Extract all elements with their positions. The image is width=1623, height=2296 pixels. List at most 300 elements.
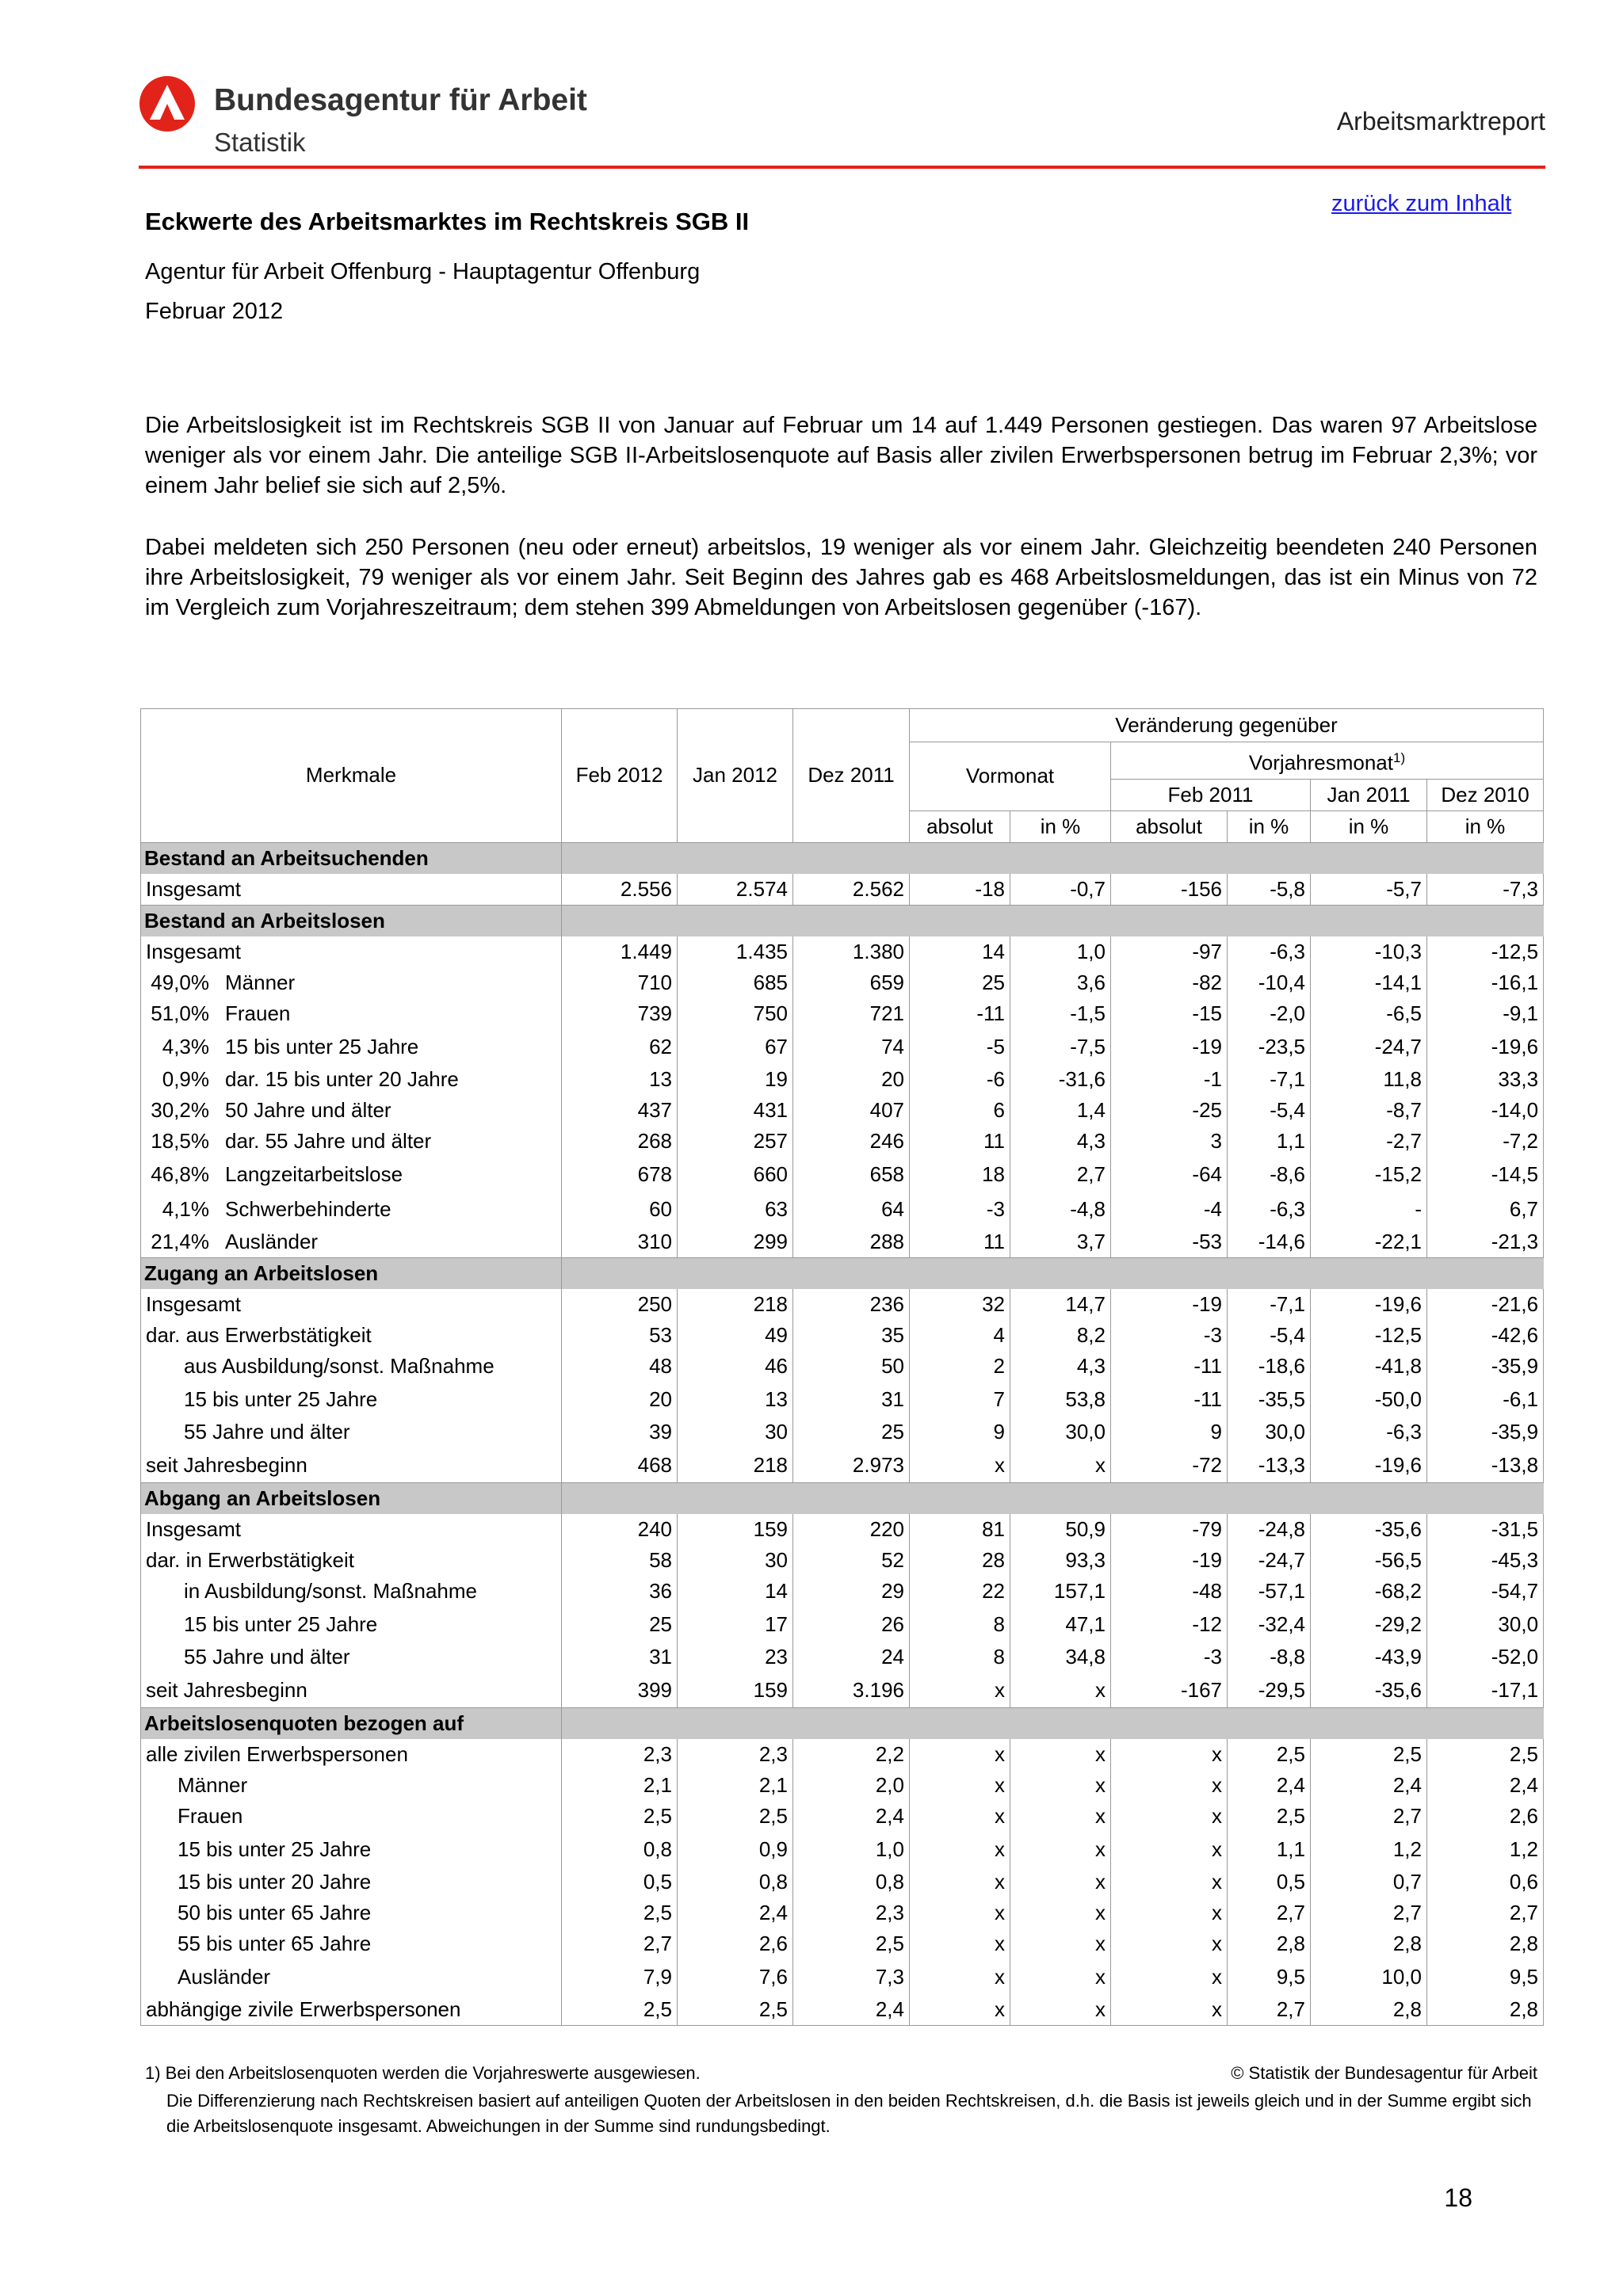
value-cell: 2,8 [1427,1994,1544,2026]
value-cell: 399 [562,1672,678,1708]
row-label-cell [141,1447,562,1483]
value-cell: x [1010,1739,1111,1770]
value-cell: 2,8 [1311,1994,1427,2026]
value-cell: 288 [793,1226,910,1258]
value-cell: 3 [1111,1126,1228,1157]
value-cell: -19 [1111,1289,1228,1320]
table-row [141,1157,1544,1192]
section-blank-cell [1010,905,1111,936]
value-cell: x [1010,1770,1111,1801]
agency-subtitle: Agentur für Arbeit Offenburg - Hauptagentur Offenburg [145,259,701,284]
row-label: Insgesamt [146,1291,241,1316]
table-row [141,1064,1544,1095]
value-cell: 46 [678,1351,793,1382]
section-title: Bestand an Arbeitsuchenden [141,842,562,874]
col-feb2011: Feb 2011 [1111,779,1311,810]
value-cell: 1,0 [793,1832,910,1867]
col-dez2010-pct: in % [1427,810,1544,842]
value-cell: 52 [793,1545,910,1576]
value-cell: -45,3 [1427,1545,1544,1576]
col-merkmale: Merkmale [141,709,562,843]
row-label-cell [141,1157,562,1192]
value-cell: -12,5 [1311,1320,1427,1351]
section-blank-cell [678,1707,793,1739]
value-cell: 0,8 [562,1832,678,1867]
value-cell: 48 [562,1351,678,1382]
value-cell: -8,8 [1228,1642,1311,1672]
row-label: dar. in Erwerbstätigkeit [146,1547,355,1572]
section-blank-cell [1111,1482,1228,1514]
section-blank-cell [1427,842,1544,874]
value-cell: 240 [562,1514,678,1545]
value-cell: x [1010,1867,1111,1897]
row-label-cell [141,1770,562,1801]
section-blank-cell [1311,1257,1427,1289]
value-cell: 2,5 [1228,1739,1311,1770]
value-cell: 407 [793,1095,910,1126]
value-cell: 0,6 [1427,1867,1544,1897]
value-cell: 62 [562,1029,678,1064]
row-label-cell [141,998,562,1029]
value-cell: 1,2 [1427,1832,1544,1867]
table-row [141,1351,1544,1382]
value-cell: 2,7 [1010,1157,1111,1192]
value-cell: 31 [793,1382,910,1417]
value-cell: 24 [793,1642,910,1672]
value-cell: 14 [678,1576,793,1607]
row-label-cell [141,1289,562,1320]
value-cell: x [910,1447,1010,1483]
section-blank-cell [678,842,793,874]
value-cell: 29 [793,1576,910,1607]
table-row [141,874,1544,906]
value-cell: x [1010,1832,1111,1867]
table-row [141,936,1544,967]
section-title: Bestand an Arbeitslosen [141,905,562,936]
value-cell: 0,5 [1228,1867,1311,1897]
value-cell: 2,4 [1311,1770,1427,1801]
table-row [141,1897,1544,1928]
summary-paragraph-1: Die Arbeitslosigkeit ist im Rechtskreis SGB II von Januar auf Februar um 14 auf 1.449 Personen gestiegen. Das waren 97 Arbeitslose weniger als vor einem Jahr. Die anteilige SGB II-Arbeitslosenquote auf Basis aller zivilen Erwerbspersonen betrug im Februar 2,3%; vor einem Jahr belief sie sich auf 2,5%. [145,413,1537,498]
vorjahresmonat-label: Vorjahresmonat [1248,750,1393,775]
value-cell: 31 [562,1642,678,1672]
value-cell: 19 [678,1064,793,1095]
row-label: 55 Jahre und älter [184,1419,350,1444]
value-cell: 659 [793,967,910,998]
value-cell: -14,5 [1427,1157,1544,1192]
value-cell: 2,1 [562,1770,678,1801]
value-cell: x [910,1739,1010,1770]
section-blank-cell [562,1482,678,1514]
value-cell: 2,4 [1228,1770,1311,1801]
value-cell: 49 [678,1320,793,1351]
value-cell: -6,3 [1311,1417,1427,1447]
value-cell: 1.380 [793,936,910,967]
section-blank-cell [1311,842,1427,874]
row-share: 4,3% [162,1034,209,1058]
value-cell: -32,4 [1228,1607,1311,1642]
row-label: Insgesamt [146,1516,241,1541]
value-cell: 30 [678,1545,793,1576]
period-subtitle: Februar 2012 [145,299,284,324]
value-cell: -35,9 [1427,1417,1544,1447]
value-cell: -8,7 [1311,1095,1427,1126]
value-cell: 7,9 [562,1959,678,1994]
value-cell: -6,1 [1427,1382,1544,1417]
value-cell: -5,4 [1228,1320,1311,1351]
page-header [139,75,1545,169]
row-label-cell [141,1417,562,1447]
section-blank-cell [1228,842,1311,874]
value-cell: -6,3 [1228,936,1311,967]
section-blank-cell [1311,905,1427,936]
value-cell: -19 [1111,1029,1228,1064]
value-cell: -43,9 [1311,1642,1427,1672]
table-row [141,1576,1544,1607]
value-cell: 13 [678,1382,793,1417]
value-cell: 7,3 [793,1959,910,1994]
value-cell: 26 [793,1607,910,1642]
value-cell: 2,3 [793,1897,910,1928]
value-cell: 1,1 [1228,1126,1311,1157]
value-cell: 236 [793,1289,910,1320]
row-label: alle zivilen Erwerbspersonen [146,1741,408,1766]
value-cell: 2,8 [1311,1928,1427,1959]
row-label: seit Jahresbeginn [146,1677,307,1702]
value-cell: 11,8 [1311,1064,1427,1095]
table-row [141,1607,1544,1642]
value-cell: -5 [910,1029,1010,1064]
value-cell: -35,9 [1427,1351,1544,1382]
value-cell: 685 [678,967,793,998]
value-cell: 33,3 [1427,1064,1544,1095]
value-cell: 2.574 [678,874,793,906]
col-dez2010: Dez 2010 [1427,779,1544,810]
value-cell: 18 [910,1157,1010,1192]
row-label-cell [141,1994,562,2026]
value-cell: 35 [793,1320,910,1351]
col-group-vorjahresmonat [1111,742,1544,780]
value-cell: -19,6 [1311,1289,1427,1320]
section-blank-cell [793,1257,910,1289]
row-label: 15 bis unter 25 Jahre [184,1386,378,1411]
row-label: 15 bis unter 20 Jahre [178,1869,372,1894]
value-cell: 2,6 [678,1928,793,1959]
row-label: Männer [225,970,296,994]
table-row [141,998,1544,1029]
value-cell: 2,3 [678,1739,793,1770]
row-label: Frauen [178,1803,243,1828]
value-cell: -6,5 [1311,998,1427,1029]
value-cell: x [910,1801,1010,1832]
value-cell: 25 [562,1607,678,1642]
section-blank-cell [1427,1257,1544,1289]
value-cell: -35,6 [1311,1672,1427,1708]
section-blank-cell [910,1707,1010,1739]
ba-logo-icon [139,75,196,132]
footnote-1: 1) Bei den Arbeitslosenquoten werden die Vorjahreswerte ausgewiesen. [145,2063,701,2083]
value-cell: -42,6 [1427,1320,1544,1351]
value-cell: -17,1 [1427,1672,1544,1708]
value-cell: x [1010,1801,1111,1832]
value-cell: -19 [1111,1545,1228,1576]
value-cell: 2,3 [562,1739,678,1770]
value-cell: 34,8 [1010,1642,1111,1672]
value-cell: x [910,1897,1010,1928]
org-subtitle: Statistik [214,128,306,157]
value-cell: -68,2 [1311,1576,1427,1607]
value-cell: 63 [678,1192,793,1226]
table-row [141,1514,1544,1545]
row-label: 50 Jahre und älter [225,1097,391,1122]
value-cell: -24,8 [1228,1514,1311,1545]
labour-market-table [140,708,1544,2026]
value-cell: 2,8 [1427,1928,1544,1959]
value-cell: -7,3 [1427,874,1544,906]
value-cell: 2,5 [678,1801,793,1832]
col-vormonat-absolut: absolut [910,810,1010,842]
value-cell: -14,6 [1228,1226,1311,1258]
row-label-cell [141,1514,562,1545]
table-row [141,1801,1544,1832]
row-share: 0,9% [162,1066,209,1091]
section-blank-cell [793,905,910,936]
value-cell: -24,7 [1311,1029,1427,1064]
section-blank-cell [1010,1482,1111,1514]
value-cell: 0,8 [678,1867,793,1897]
row-label: seit Jahresbeginn [146,1452,307,1477]
row-label: Frauen [225,1001,291,1025]
table-row [141,1994,1544,2026]
value-cell: -50,0 [1311,1382,1427,1417]
value-cell: 8 [910,1642,1010,1672]
table-row [141,1867,1544,1897]
table-body [141,842,1544,2025]
value-cell: 2.973 [793,1447,910,1483]
row-label: 15 bis unter 25 Jahre [178,1836,372,1861]
value-cell: 30 [678,1417,793,1447]
value-cell: -56,5 [1311,1545,1427,1576]
value-cell: -31,6 [1010,1064,1111,1095]
value-cell: 310 [562,1226,678,1258]
table-row [141,1192,1544,1226]
value-cell: x [1111,1832,1228,1867]
value-cell: -5,7 [1311,874,1427,906]
value-cell: 2 [910,1351,1010,1382]
value-cell: 9,5 [1427,1959,1544,1994]
section-blank-cell [1010,1707,1111,1739]
row-label-cell [141,1382,562,1417]
row-label: Ausländer [225,1229,319,1253]
value-cell: 2,4 [678,1897,793,1928]
value-cell: -97 [1111,936,1228,967]
row-label-cell [141,1801,562,1832]
value-cell: 2,5 [1427,1739,1544,1770]
row-label-cell [141,1029,562,1064]
value-cell: 10,0 [1311,1959,1427,1994]
row-label-cell [141,967,562,998]
value-cell: 1,4 [1010,1095,1111,1126]
col-dez2011: Dez 2011 [793,709,910,843]
table-row [141,1770,1544,1801]
col-group-vormonat: Vormonat [910,742,1111,811]
row-label-cell [141,1192,562,1226]
value-cell: -22,1 [1311,1226,1427,1258]
value-cell: x [1010,1928,1111,1959]
value-cell: -35,6 [1311,1514,1427,1545]
section-blank-cell [1010,842,1111,874]
value-cell: 0,8 [793,1867,910,1897]
row-label-cell [141,874,562,906]
row-label: dar. 55 Jahre und älter [225,1128,432,1153]
value-cell: 50,9 [1010,1514,1111,1545]
section-blank-cell [562,842,678,874]
value-cell: 678 [562,1157,678,1192]
row-label-cell [141,1064,562,1095]
table-row [141,1095,1544,1126]
value-cell: -1,5 [1010,998,1111,1029]
value-cell: 2,5 [562,1897,678,1928]
table-header [141,709,1544,843]
value-cell: -5,4 [1228,1095,1311,1126]
section-blank-cell [678,1482,793,1514]
value-cell: 6,7 [1427,1192,1544,1226]
value-cell: x [1111,1867,1228,1897]
section-blank-cell [1111,842,1228,874]
row-share: 46,8% [151,1161,209,1186]
value-cell: 2,4 [1427,1770,1544,1801]
value-cell: 1.449 [562,936,678,967]
value-cell: -18 [910,874,1010,906]
value-cell: 9 [1111,1417,1228,1447]
value-cell: -23,5 [1228,1029,1311,1064]
value-cell: -29,5 [1228,1672,1311,1708]
col-jan2011-pct: in % [1311,810,1427,842]
row-label: 15 bis unter 25 Jahre [184,1611,378,1636]
value-cell: -2,0 [1228,998,1311,1029]
value-cell: -1 [1111,1064,1228,1095]
row-label-cell [141,1226,562,1258]
row-label: Männer [178,1772,248,1797]
section-blank-cell [1311,1707,1427,1739]
row-label-cell [141,1095,562,1126]
row-share: 49,0% [151,970,209,994]
value-cell: -7,1 [1228,1064,1311,1095]
value-cell: 7,6 [678,1959,793,1994]
value-cell: 9,5 [1228,1959,1311,1994]
section-header [141,1707,1544,1739]
value-cell: 25 [793,1417,910,1447]
value-cell: 468 [562,1447,678,1483]
copyright: © Statistik der Bundesagentur für Arbeit [1231,2063,1537,2083]
row-label: Ausländer [178,1964,271,1989]
value-cell: 2,5 [562,1994,678,2026]
value-cell: -8,6 [1228,1157,1311,1192]
value-cell: -12,5 [1427,936,1544,967]
value-cell: 431 [678,1095,793,1126]
value-cell: x [910,1832,1010,1867]
row-label: dar. 15 bis unter 20 Jahre [225,1066,459,1091]
value-cell: -4 [1111,1192,1228,1226]
section-header [141,842,1544,874]
col-feb2011-absolut: absolut [1111,810,1228,842]
section-header [141,1482,1544,1514]
value-cell: 50 [793,1351,910,1382]
page-number: 18 [1444,2183,1472,2212]
value-cell: -15,2 [1311,1157,1427,1192]
value-cell: -21,6 [1427,1289,1544,1320]
value-cell: -16,1 [1427,967,1544,998]
value-cell: -13,3 [1228,1447,1311,1483]
col-jan2012: Jan 2012 [678,709,793,843]
value-cell: -54,7 [1427,1576,1544,1607]
value-cell: 22 [910,1576,1010,1607]
value-cell: 159 [678,1672,793,1708]
section-header [141,1257,1544,1289]
value-cell: 53 [562,1320,678,1351]
value-cell: 1,0 [1010,936,1111,967]
value-cell: x [1010,1959,1111,1994]
value-cell: x [1111,1994,1228,2026]
value-cell: -72 [1111,1447,1228,1483]
value-cell: 1,2 [1311,1832,1427,1867]
summary-paragraph-2: Dabei meldeten sich 250 Personen (neu oder erneut) arbeitslos, 19 weniger als vor einem Jahr. Gleichzeitig beendeten 240 Personen ihre Arbeitslosigkeit, 79 weniger als vor einem Jahr. Seit Beginn des Jahres gab es 468 Arbeitslosmeldungen, das ist ein Minus von 72 im Vergleich zum Vorjahreszeitraum; dem stehen 399 Abmeldungen von Arbeitslosen gegenüber (-167). [145,535,1537,620]
value-cell: 739 [562,998,678,1029]
col-feb2012: Feb 2012 [562,709,678,843]
row-label: 15 bis unter 25 Jahre [225,1034,419,1058]
value-cell: -19,6 [1311,1447,1427,1483]
value-cell: -3 [1111,1320,1228,1351]
value-cell: 710 [562,967,678,998]
value-cell: 3,7 [1010,1226,1111,1258]
value-cell: -10,3 [1311,936,1427,967]
value-cell: 23 [678,1642,793,1672]
value-cell: 2,5 [562,1801,678,1832]
value-cell: x [1010,1994,1111,2026]
section-blank-cell [793,1707,910,1739]
value-cell: 0,5 [562,1867,678,1897]
back-to-contents-link[interactable]: zurück zum Inhalt [1331,191,1512,216]
row-label-cell [141,1320,562,1351]
section-blank-cell [910,1482,1010,1514]
value-cell: x [1111,1897,1228,1928]
value-cell: -11 [1111,1351,1228,1382]
section-blank-cell [1111,905,1228,936]
section-header [141,905,1544,936]
value-cell: 60 [562,1192,678,1226]
value-cell: -79 [1111,1514,1228,1545]
value-cell: 7 [910,1382,1010,1417]
value-cell: 20 [562,1382,678,1417]
row-share: 30,2% [151,1097,209,1122]
value-cell: 157,1 [1010,1576,1111,1607]
value-cell: 218 [678,1447,793,1483]
value-cell: -2,7 [1311,1126,1427,1157]
value-cell: 64 [793,1192,910,1226]
row-label-cell [141,1351,562,1382]
value-cell: -3 [910,1192,1010,1226]
value-cell: 93,3 [1010,1545,1111,1576]
row-label: 55 Jahre und älter [184,1644,350,1669]
value-cell: -12 [1111,1607,1228,1642]
table-row [141,1320,1544,1351]
org-name: Bundesagentur für Arbeit [214,83,587,117]
table-row [141,1289,1544,1320]
value-cell: -57,1 [1228,1576,1311,1607]
value-cell: -64 [1111,1157,1228,1192]
report-name: Arbeitsmarktreport [1336,107,1545,135]
value-cell: x [1111,1770,1228,1801]
